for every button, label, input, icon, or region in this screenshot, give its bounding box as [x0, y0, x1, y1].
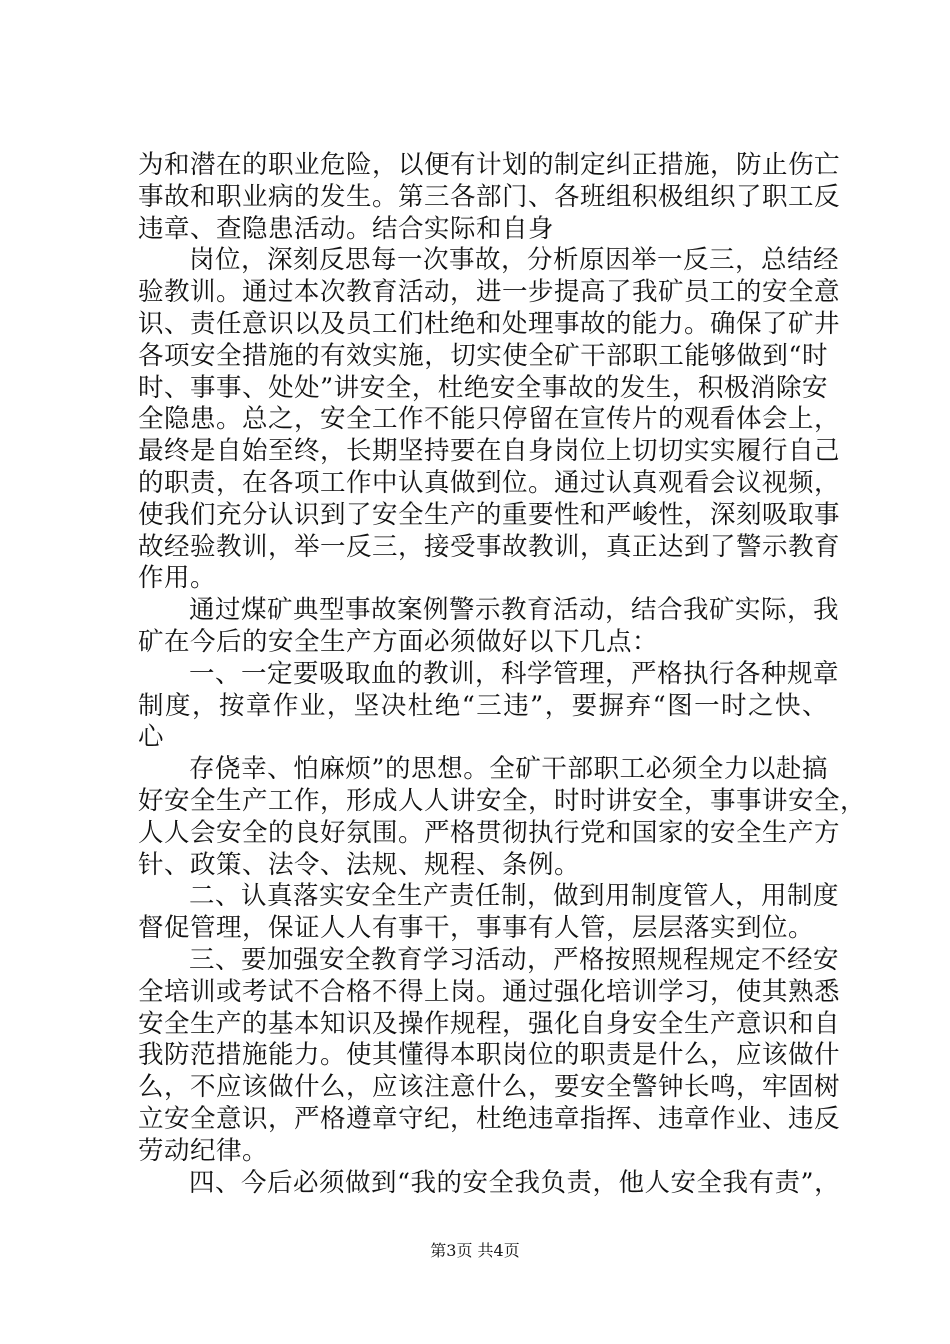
text-line: 存侥幸、怕麻烦”的思想。全矿干部职工必须全力以赴搞 — [189, 754, 828, 785]
text-line: 制度，按章作业，坚决杜绝“三违”，要摒弃“图一时之快、 — [138, 690, 828, 721]
text-line: 四、今后必须做到“我的安全我负责，他人安全我有责”， — [189, 1167, 841, 1198]
document-body — [138, 150, 867, 1199]
text-line: 三、要加强安全教育学习活动，严格按照规程规定不经安 — [189, 944, 840, 975]
text-line: 好安全生产工作，形成人人讲安全，时时讲安全，事事讲安全， — [138, 785, 867, 816]
text-line: 岗位，深刻反思每一次事故，分析原因举一反三，总结经 — [189, 245, 840, 276]
text-line: 使我们充分认识到了安全生产的重要性和严峻性，深刻吸取事 — [138, 499, 841, 530]
text-line: 一、一定要吸取血的教训，科学管理，严格执行各种规章 — [189, 658, 840, 689]
text-line: 督促管理，保证人人有事干，事事有人管，层层落实到位。 — [138, 913, 815, 944]
text-line: 么，不应该做什么，应该注意什么，要安全警钟长鸣，牢固树 — [138, 1072, 841, 1103]
page-number-footer: 第3页 共4页 — [430, 1241, 520, 1260]
text-line: 为和潜在的职业危险，以便有计划的制定纠正措施，防止伤亡 — [138, 150, 841, 180]
text-line: 二、认真落实安全生产责任制，做到用制度管人，用制度 — [189, 881, 840, 912]
text-line: 的职责，在各项工作中认真做到位。通过认真观看会议视频， — [138, 467, 841, 498]
text-line: 最终是自始至终，长期坚持要在自身岗位上切切实实履行自己 — [138, 436, 841, 467]
text-line: 故经验教训，举一反三，接受事故教训，真正达到了警示教育 — [138, 531, 841, 562]
text-line: 时、事事、处处”讲安全，杜绝安全事故的发生，积极消除安 — [138, 372, 828, 403]
text-line: 针、政策、法令、法规、规程、条例。 — [138, 849, 581, 880]
text-line: 我防范措施能力。使其懂得本职岗位的职责是什么，应该做什 — [138, 1040, 841, 1071]
text-line: 各项安全措施的有效实施，切实使全矿干部职工能够做到“时 — [138, 340, 828, 371]
text-line: 全隐患。总之，安全工作不能只停留在宣传片的观看体会上， — [138, 404, 841, 435]
text-line: 验教训。通过本次教育活动，进一步提高了我矿员工的安全意 — [138, 277, 841, 308]
text-line: 人人会安全的良好氛围。严格贯彻执行党和国家的安全生产方 — [138, 817, 841, 848]
text-line: 心 — [138, 722, 165, 753]
text-line: 矿在今后的安全生产方面必须做好以下几点： — [138, 626, 659, 657]
text-line: 作用。 — [138, 563, 217, 594]
text-line: 劳动纪律。 — [138, 1135, 269, 1166]
text-line: 识、责任意识以及员工们杜绝和处理事故的能力。确保了矿井 — [138, 308, 841, 339]
text-line: 违章、查隐患活动。结合实际和自身 — [138, 213, 555, 244]
text-line: 全培训或考试不合格不得上岗。通过强化培训学习，使其熟悉 — [138, 976, 841, 1007]
text-line: 立安全意识，严格遵章守纪，杜绝违章指挥、违章作业、违反 — [138, 1103, 841, 1134]
text-line: 事故和职业病的发生。第三各部门、各班组积极组织了职工反 — [138, 181, 841, 212]
text-line: 通过煤矿典型事故案例警示教育活动，结合我矿实际，我 — [189, 595, 840, 626]
text-line: 安全生产的基本知识及操作规程，强化自身安全生产意识和自 — [138, 1008, 841, 1039]
